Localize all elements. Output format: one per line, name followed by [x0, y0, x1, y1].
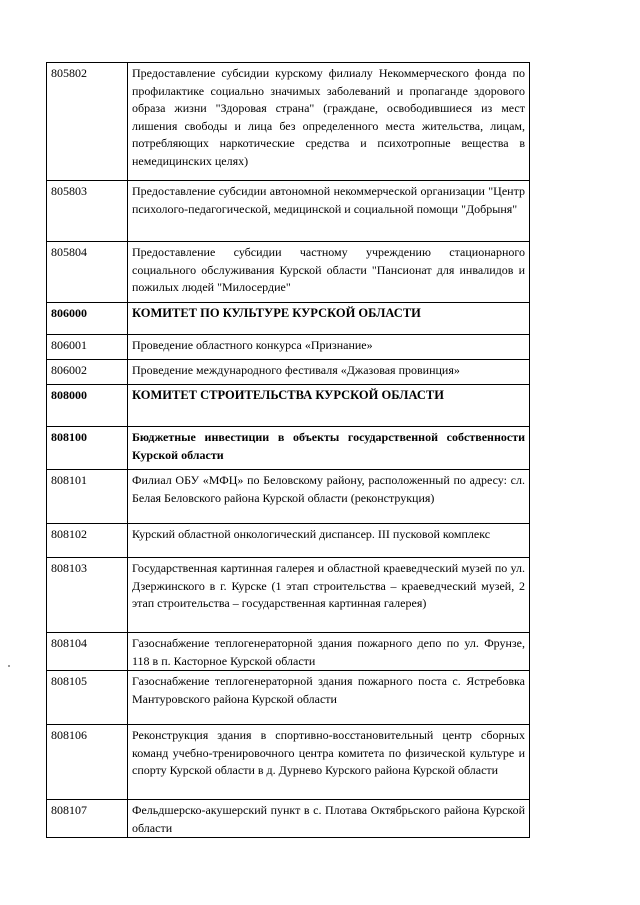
codes-table	[46, 62, 530, 838]
row-description: Предоставление субсидии частному учреждению стационарного социального обслуживания Курской области "Пансионат для инвалидов и пожилых людей "Милосердие"	[128, 242, 530, 303]
row-description: КОМИТЕТ ПО КУЛЬТУРЕ КУРСКОЙ ОБЛАСТИ	[128, 303, 530, 335]
row-description: КОМИТЕТ СТРОИТЕЛЬСТВА КУРСКОЙ ОБЛАСТИ	[128, 385, 530, 427]
row-code: 805804	[47, 242, 128, 303]
row-code: 808107	[47, 800, 128, 838]
row-code: 805803	[47, 181, 128, 242]
table-row	[47, 242, 530, 303]
row-description: Проведение областного конкурса «Признание»	[128, 335, 530, 360]
row-description: Газоснабжение теплогенераторной здания пожарного депо по ул. Фрунзе, 118 в п. Касторное Курской области	[128, 633, 530, 671]
row-description: Государственная картинная галерея и областной краеведческий музей по ул. Дзержинского в г. Курске (1 этап строительства – краеведческий музей, 2 этап строительства – государственная картинная галерея)	[128, 558, 530, 633]
row-code: 808106	[47, 725, 128, 800]
row-description: Газоснабжение теплогенераторной здания пожарного поста с. Ястребовка Мантуровского района Курской области	[128, 671, 530, 725]
row-code: 808000	[47, 385, 128, 427]
row-code: 806001	[47, 335, 128, 360]
row-code: 808104	[47, 633, 128, 671]
table-row	[47, 558, 530, 633]
table-row	[47, 63, 530, 181]
table-row	[47, 800, 530, 838]
scan-speck	[8, 665, 10, 667]
row-description: Предоставление субсидии курскому филиалу Некоммерческого фонда по профилактике социально значимых заболеваний и пропаганде здорового образа жизни "Здоровая страна" (граждане, освободившиеся из мест лишения свободы и лица без определенного места жительства, лицам, потребляющих наркотические средства и психотропные вещества в немедицинских целях)	[128, 63, 530, 181]
section-header-row	[47, 385, 530, 427]
table-row	[47, 671, 530, 725]
row-description: Проведение международного фестиваля «Джазовая провинция»	[128, 360, 530, 385]
row-code: 806002	[47, 360, 128, 385]
table-row	[47, 633, 530, 671]
row-code: 808105	[47, 671, 128, 725]
row-description: Филиал ОБУ «МФЦ» по Беловскому району, расположенный по адресу: сл. Белая Беловского района Курской области (реконструкция)	[128, 470, 530, 524]
row-code: 808101	[47, 470, 128, 524]
table-row	[47, 335, 530, 360]
table-row	[47, 470, 530, 524]
section-header-row	[47, 303, 530, 335]
row-code: 808100	[47, 427, 128, 470]
row-description: Фельдшерско-акушерский пункт в с. Плотава Октябрьского района Курской области	[128, 800, 530, 838]
section-header-row	[47, 427, 530, 470]
table-row	[47, 524, 530, 558]
row-description: Предоставление субсидии автономной некоммерческой организации "Центр психолого-педагогической, медицинской и социальной помощи "Добрыня"	[128, 181, 530, 242]
row-code: 808103	[47, 558, 128, 633]
row-description: Бюджетные инвестиции в объекты государственной собственности Курской области	[128, 427, 530, 470]
table-row	[47, 181, 530, 242]
row-code: 806000	[47, 303, 128, 335]
row-description: Реконструкция здания в спортивно-восстановительный центр сборных команд учебно-тренировочного центра комитета по физической культуре и спорту Курской области в д. Дурнево Курского района Курской области	[128, 725, 530, 800]
row-code: 808102	[47, 524, 128, 558]
table-row	[47, 360, 530, 385]
row-description: Курский областной онкологический диспансер. III пусковой комплекс	[128, 524, 530, 558]
row-code: 805802	[47, 63, 128, 181]
table-row	[47, 725, 530, 800]
